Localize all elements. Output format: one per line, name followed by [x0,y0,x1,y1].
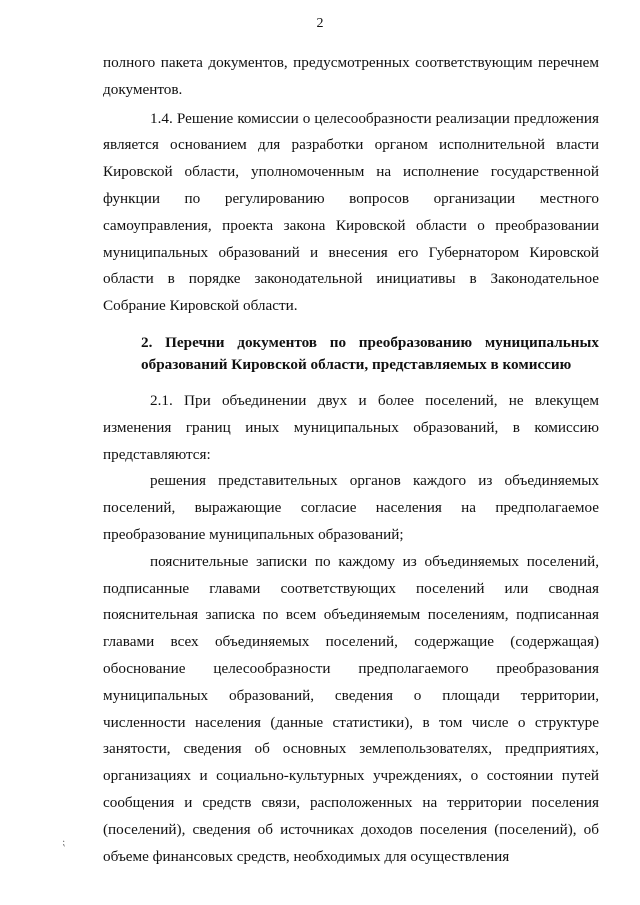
document-body [103,50,599,870]
section-heading-2: 2. Перечни документов по преобразованию муниципальных образований Кировской области, представляемых в комиссию [141,333,599,373]
paragraph-2-1: 2.1. При объединении двух и более поселений, не влекущем изменения границ иных муниципальных образований, в комиссию представляются: [103,391,599,463]
margin-mark: ⁏ [62,837,66,848]
paragraph-1-4: 1.4. Решение комиссии о целесообразности реализации предложения является основанием для разработки органом исполнительной власти Кировской области, уполномоченным на исполнение государственной функции по регулированию вопросов организации местного самоуправления, проекта закона Кировской области о преобразовании муниципальных образований и внесения его Губернатором Кировской области в порядке законодательной инициативы в Законодательное Собрание Кировской области. [103,109,599,315]
paragraph-decisions: решения представительных органов каждого из объединяемых поселений, выражающие согласие населения на предполагаемое преобразование муниципальных образований; [103,472,599,543]
paragraph-continuation: полного пакета документов, предусмотренных соответствующим перечнем документов. [103,54,599,98]
page-number: 2 [316,16,324,31]
paragraph-explanatory-notes: пояснительные записки по каждому из объединяемых поселений, подписанные главами соответствующих поселений или сводная пояснительная записка по всем объединяемым поселениям, подписанная главами всех объединяемых поселений, содержащие (содержащая) обоснование целесообразности предполагаемого преобразования муниципальных образований, сведения о площади территории, численности населения (данные статистики), в том числе о структуре занятости, сведения об основных землепользователях, предприятиях, организациях и социально-культурных учреждениях, о состоянии путей сообщения и средств связи, расположенных на территории поселения (поселений), сведения об источниках доходов поселения (поселений), об объеме финансовых средств, необходимых для осуществления [103,552,599,865]
